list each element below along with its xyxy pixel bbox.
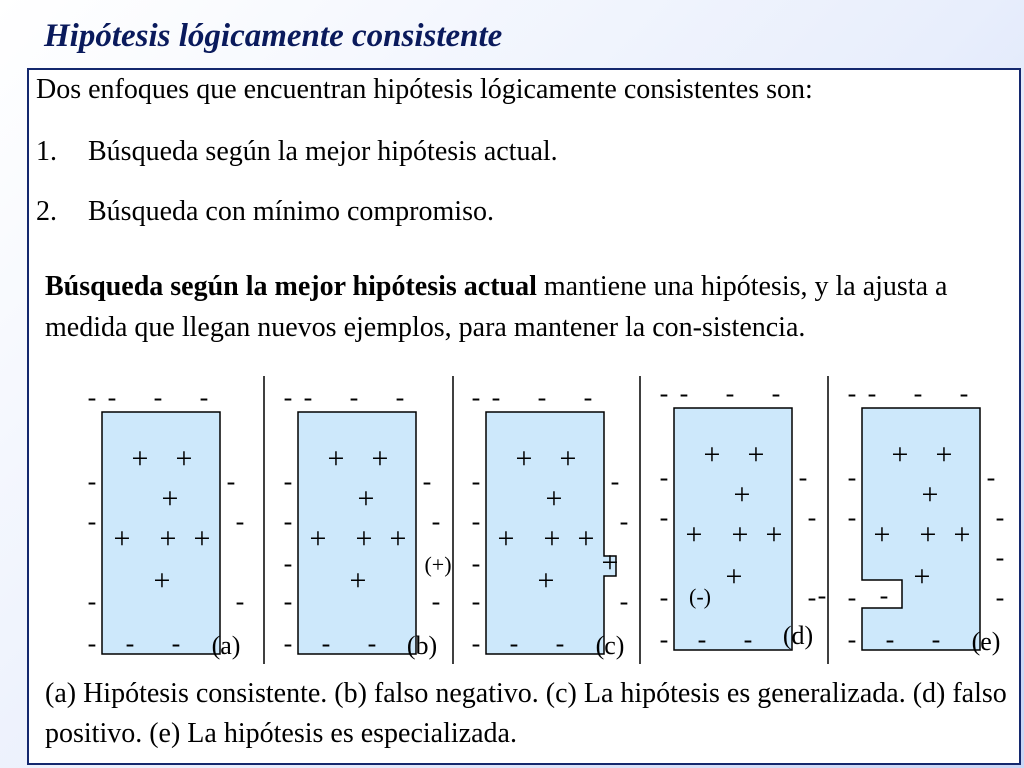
- negative-example: -: [847, 379, 857, 408]
- negative-example: -: [87, 383, 97, 412]
- negative-example: -: [610, 467, 620, 496]
- negative-example: -: [87, 629, 97, 658]
- negative-example: -: [199, 383, 209, 412]
- negative-example: -: [817, 581, 827, 610]
- generalized-positive-example: +: [601, 546, 619, 579]
- positive-example: +: [747, 438, 765, 471]
- positive-example: +: [497, 522, 515, 555]
- negative-example: -: [659, 583, 669, 612]
- negative-example: -: [995, 543, 1005, 572]
- positive-example: +: [357, 482, 375, 515]
- negative-example: -: [986, 463, 996, 492]
- positive-example: +: [953, 518, 971, 551]
- positive-example: +: [921, 478, 939, 511]
- positive-example: +: [559, 442, 577, 475]
- negative-example: -: [321, 629, 331, 658]
- negative-example: -: [283, 507, 293, 536]
- negative-example: -: [471, 507, 481, 536]
- positive-example: +: [371, 442, 389, 475]
- positive-example: +: [913, 560, 931, 593]
- negative-example: -: [226, 467, 236, 496]
- negative-example: -: [125, 629, 135, 658]
- negative-example: -: [349, 383, 359, 412]
- negative-example: -: [659, 625, 669, 654]
- positive-example: +: [355, 522, 373, 555]
- positive-example: +: [349, 564, 367, 597]
- positive-example: +: [543, 522, 561, 555]
- positive-example: +: [577, 522, 595, 555]
- panel-label: (b): [406, 631, 438, 660]
- positive-example: +: [389, 522, 407, 555]
- false-negative-marker: (+): [424, 552, 452, 577]
- panel-label: (c): [595, 631, 625, 660]
- positive-example: +: [873, 518, 891, 551]
- negative-example: -: [283, 383, 293, 412]
- negative-example: -: [87, 587, 97, 616]
- negative-example: -: [619, 587, 629, 616]
- false-positive-marker: (-): [689, 584, 711, 609]
- negative-example: -: [431, 507, 441, 536]
- negative-example: -: [847, 463, 857, 492]
- negative-example: -: [87, 507, 97, 536]
- positive-example: +: [919, 518, 937, 551]
- negative-example: -: [471, 587, 481, 616]
- negative-example: -: [395, 383, 405, 412]
- negative-example: -: [867, 379, 877, 408]
- negative-example: -: [555, 629, 565, 658]
- negative-example: -: [697, 625, 707, 654]
- negative-example: -: [847, 583, 857, 612]
- positive-example: +: [537, 564, 555, 597]
- positive-example: +: [159, 522, 177, 555]
- slide-title: Hipótesis lógicamente consistente: [44, 18, 503, 54]
- positive-example: +: [891, 438, 909, 471]
- negative-example: -: [619, 507, 629, 536]
- negative-example: -: [491, 383, 501, 412]
- positive-example: +: [731, 518, 749, 551]
- negative-example: -: [107, 383, 117, 412]
- negative-example: -: [509, 629, 519, 658]
- list-number: 2.: [36, 196, 57, 227]
- positive-example: +: [733, 478, 751, 511]
- positive-example: +: [515, 442, 533, 475]
- negative-example: -: [471, 549, 481, 578]
- panel-label: (d): [782, 621, 814, 650]
- negative-example: -: [847, 503, 857, 532]
- list-text: Búsqueda según la mejor hipótesis actual.: [88, 136, 558, 167]
- list-number: 1.: [36, 136, 57, 167]
- positive-example: +: [725, 560, 743, 593]
- negative-example: -: [171, 629, 181, 658]
- positive-example: +: [193, 522, 211, 555]
- negative-example: -: [659, 379, 669, 408]
- positive-example: +: [175, 442, 193, 475]
- negative-example: -: [283, 467, 293, 496]
- negative-example: -: [303, 383, 313, 412]
- paragraph-bold: Búsqueda según la mejor hipótesis actual: [45, 271, 537, 302]
- negative-example: -: [885, 625, 895, 654]
- negative-example: -: [913, 379, 923, 408]
- negative-example: -: [367, 629, 377, 658]
- negative-example: -: [931, 625, 941, 654]
- negative-example: -: [235, 507, 245, 536]
- positive-example: +: [327, 442, 345, 475]
- negative-example: -: [679, 379, 689, 408]
- positive-example: +: [131, 442, 149, 475]
- negative-example: -: [283, 587, 293, 616]
- negative-example: -: [87, 467, 97, 496]
- negative-example: -: [431, 587, 441, 616]
- negative-example: -: [847, 625, 857, 654]
- specialized-negative-example: -: [879, 581, 889, 610]
- negative-example: -: [283, 549, 293, 578]
- negative-example: -: [725, 379, 735, 408]
- positive-example: +: [161, 482, 179, 515]
- negative-example: -: [283, 629, 293, 658]
- negative-example: -: [807, 583, 817, 612]
- positive-example: +: [703, 438, 721, 471]
- negative-example: -: [659, 503, 669, 532]
- positive-example: +: [153, 564, 171, 597]
- negative-example: -: [771, 379, 781, 408]
- list-text: Búsqueda con mínimo compromiso.: [88, 196, 494, 227]
- negative-example: -: [995, 503, 1005, 532]
- negative-example: -: [659, 463, 669, 492]
- panel-label: (a): [211, 631, 241, 660]
- positive-example: +: [935, 438, 953, 471]
- negative-example: -: [471, 629, 481, 658]
- negative-example: -: [807, 503, 817, 532]
- negative-example: -: [798, 463, 808, 492]
- negative-example: -: [471, 467, 481, 496]
- figure-caption: (a) Hipótesis consistente. (b) falso negativo. (c) La hipótesis es generalizada. (d) falso positivo. (e) La hipótesis es especializada.: [45, 678, 1007, 749]
- negative-example: -: [422, 467, 432, 496]
- positive-example: +: [113, 522, 131, 555]
- paragraph-rest: mantiene una hipótesis, y la ajusta a medida que llegan nuevos ejemplos, para mantener la con-sistencia.: [45, 271, 948, 343]
- positive-example: +: [685, 518, 703, 551]
- negative-example: -: [235, 587, 245, 616]
- positive-example: +: [545, 482, 563, 515]
- positive-example: +: [765, 518, 783, 551]
- negative-example: -: [471, 383, 481, 412]
- negative-example: -: [995, 583, 1005, 612]
- intro-text: Dos enfoques que encuentran hipótesis lógicamente consistentes son:: [36, 74, 813, 105]
- panel-label: (e): [971, 627, 1001, 656]
- negative-example: -: [153, 383, 163, 412]
- negative-example: -: [743, 625, 753, 654]
- negative-example: -: [959, 379, 969, 408]
- negative-example: -: [583, 383, 593, 412]
- negative-example: -: [537, 383, 547, 412]
- positive-example: +: [309, 522, 327, 555]
